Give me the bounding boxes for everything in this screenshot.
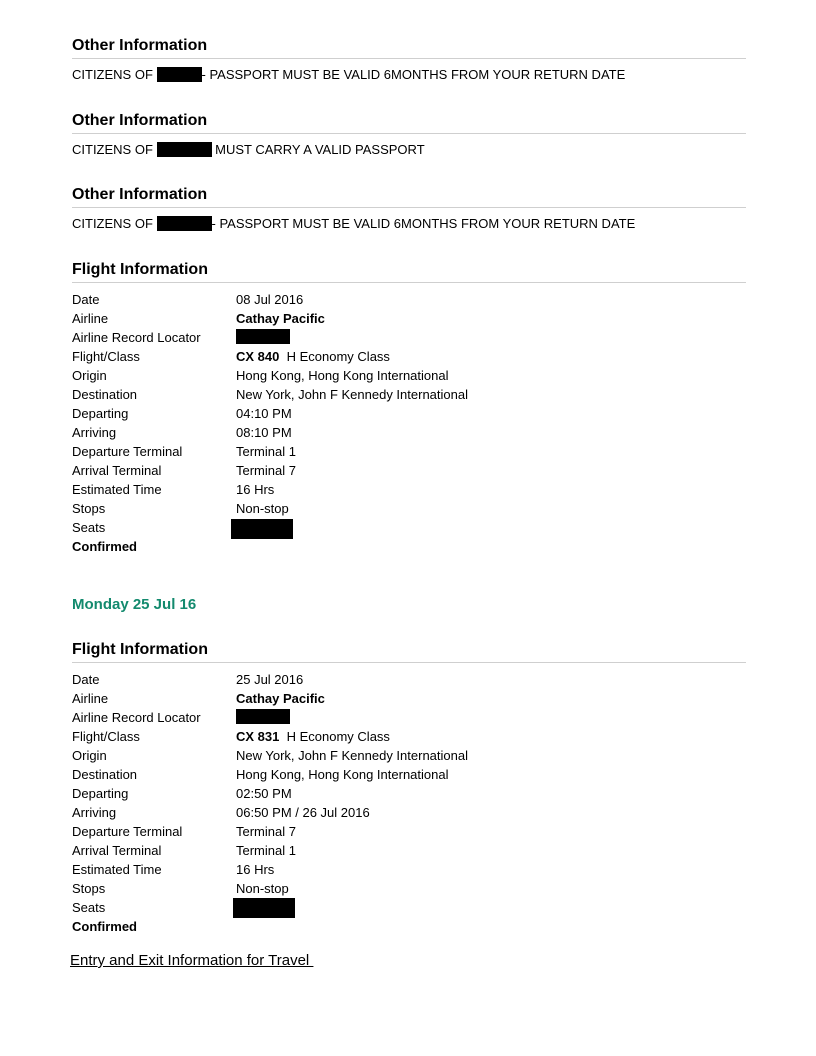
destination-value: New York, John F Kennedy International (236, 387, 468, 402)
arr-terminal-value: Terminal 7 (236, 463, 296, 478)
arriving-value: 08:10 PM (236, 425, 292, 440)
origin-label: Origin (72, 368, 107, 383)
stops-label: Stops (72, 881, 106, 896)
flight-class-label: Flight/Class (72, 349, 140, 364)
arr-terminal-label: Arrival Terminal (72, 463, 162, 478)
airline-label: Airline (72, 311, 109, 326)
date-value: 25 Jul 2016 (236, 672, 304, 687)
stops-value: Non-stop (236, 501, 289, 516)
destination-label: Destination (72, 767, 138, 782)
departing-value: 02:50 PM (236, 786, 292, 801)
dep-terminal-label: Departure Terminal (72, 824, 183, 839)
flight-class-value (236, 727, 390, 746)
arriving-value: 06:50 PM / 26 Jul 2016 (236, 805, 370, 820)
airline-value: Cathay Pacific (236, 691, 325, 706)
cabin-class: H Economy Class (286, 729, 390, 744)
flight2-flight-class-row (72, 727, 746, 746)
flight2-status-row (72, 917, 746, 936)
departing-label: Departing (72, 406, 129, 421)
status-label: Confirmed (72, 539, 137, 554)
redaction-block (231, 519, 293, 539)
note-suffix: MUST CARRY A VALID PASSPORT (211, 142, 425, 157)
seats-label: Seats (72, 520, 106, 535)
arr-terminal-value: Terminal 1 (236, 843, 296, 858)
est-time-label: Estimated Time (72, 482, 162, 497)
flight-number: CX 840 (236, 349, 280, 364)
cabin-class: H Economy Class (286, 349, 390, 364)
day-header: Monday 25 Jul 16 (72, 596, 197, 613)
flight2-seats-row (72, 898, 746, 917)
flight2-departing-row (72, 784, 746, 803)
flight2-dep-terminal-row (72, 822, 746, 841)
flight1-seats-row (72, 518, 746, 537)
origin-value: New York, John F Kennedy International (236, 748, 468, 763)
date-label: Date (72, 672, 100, 687)
seats-label: Seats (72, 900, 106, 915)
origin-value: Hong Kong, Hong Kong International (236, 368, 449, 383)
destination-value: Hong Kong, Hong Kong International (236, 767, 449, 782)
status-label: Confirmed (72, 919, 137, 934)
flight1-locator-row (72, 328, 746, 347)
flight1-arriving-row (72, 423, 746, 442)
flight1-departing-row (72, 404, 746, 423)
other-info-heading-2: Other Information (72, 111, 746, 134)
airline-label: Airline (72, 691, 109, 706)
locator-label: Airline Record Locator (72, 330, 201, 345)
est-time-value: 16 Hrs (236, 482, 275, 497)
other-info-note-2 (72, 142, 425, 158)
stops-label: Stops (72, 501, 106, 516)
arr-terminal-label: Arrival Terminal (72, 843, 162, 858)
flight1-stops-row (72, 499, 746, 518)
origin-label: Origin (72, 748, 107, 763)
redaction-block (233, 898, 295, 918)
flight-class-value (236, 347, 390, 366)
flight1-flight-class-row (72, 347, 746, 366)
flight-class-label: Flight/Class (72, 729, 140, 744)
entry-exit-info-link[interactable]: Entry and Exit Information for Travel (70, 952, 314, 969)
locator-label: Airline Record Locator (72, 710, 201, 725)
flight1-origin-row (72, 366, 746, 385)
flight1-arr-terminal-row (72, 461, 746, 480)
flight1-date-row (72, 290, 746, 309)
destination-label: Destination (72, 387, 138, 402)
flight2-arriving-row (72, 803, 746, 822)
locator-value (236, 328, 290, 347)
redaction-block (157, 142, 212, 157)
note-suffix: - PASSPORT MUST BE VALID 6MONTHS FROM YOUR RETURN DATE (201, 67, 626, 82)
other-info-note-3 (72, 216, 635, 232)
dep-terminal-value: Terminal 1 (236, 444, 296, 459)
departing-value: 04:10 PM (236, 406, 292, 421)
date-value: 08 Jul 2016 (236, 292, 304, 307)
est-time-value: 16 Hrs (236, 862, 275, 877)
redaction-block (157, 67, 202, 82)
flight1-destination-row (72, 385, 746, 404)
flight2-locator-row (72, 708, 746, 727)
stops-value: Non-stop (236, 881, 289, 896)
flight-number: CX 831 (236, 729, 280, 744)
flight2-destination-row (72, 765, 746, 784)
locator-value (236, 708, 290, 727)
flight2-date-row (72, 670, 746, 689)
flight2-stops-row (72, 879, 746, 898)
arriving-label: Arriving (72, 425, 117, 440)
date-label: Date (72, 292, 100, 307)
arriving-label: Arriving (72, 805, 117, 820)
note-prefix: CITIZENS OF (72, 216, 157, 231)
dep-terminal-value: Terminal 7 (236, 824, 296, 839)
dep-terminal-label: Departure Terminal (72, 444, 183, 459)
airline-value: Cathay Pacific (236, 311, 325, 326)
flight2-est-time-row (72, 860, 746, 879)
redaction-block (157, 216, 212, 231)
flight-info-heading-1: Flight Information (72, 260, 746, 283)
note-prefix: CITIZENS OF (72, 142, 157, 157)
note-prefix: CITIZENS OF (72, 67, 157, 82)
other-info-note-1 (72, 67, 625, 83)
flight2-origin-row (72, 746, 746, 765)
other-info-heading-3: Other Information (72, 185, 746, 208)
redaction-block (236, 709, 290, 724)
est-time-label: Estimated Time (72, 862, 162, 877)
note-suffix: - PASSPORT MUST BE VALID 6MONTHS FROM YOUR RETURN DATE (211, 216, 636, 231)
redaction-block (236, 329, 290, 344)
other-info-heading-1: Other Information (72, 36, 746, 59)
flight1-status-row (72, 537, 746, 556)
flight1-airline-row (72, 309, 746, 328)
flight2-airline-row (72, 689, 746, 708)
departing-label: Departing (72, 786, 129, 801)
flight2-arr-terminal-row (72, 841, 746, 860)
flight1-est-time-row (72, 480, 746, 499)
flight-info-heading-2: Flight Information (72, 640, 746, 663)
flight1-dep-terminal-row (72, 442, 746, 461)
